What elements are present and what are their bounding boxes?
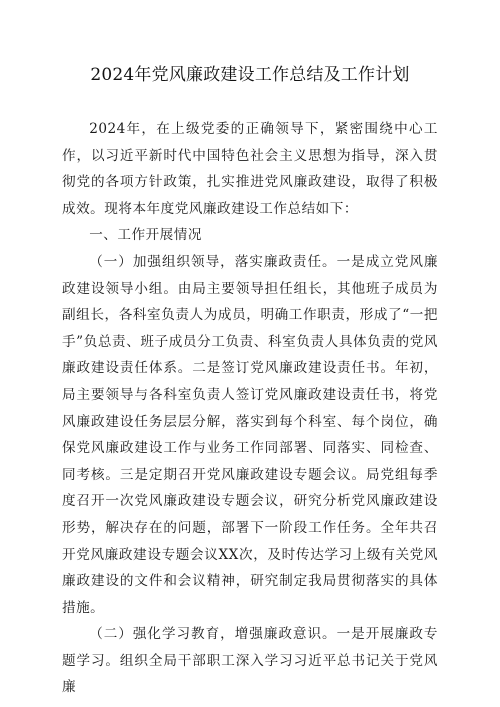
document-body bbox=[62, 116, 438, 701]
section-heading: 一、工作开展情况 bbox=[89, 227, 202, 244]
document-title: 2024年党风廉政建设工作总结及工作计划 bbox=[90, 65, 410, 85]
paragraph-education: （二）强化学习教育，增强廉政意识。一是开展廉政专题学习。组织全局干部职工深入学习习近平总书记关于党风廉 bbox=[62, 626, 438, 696]
intro-paragraph: 2024年，在上级党委的正确领导下，紧密围绕中心工作，以习近平新时代中国特色社会主义思想为指导，深入贯彻党的各项方针政策，扎实推进党风廉政建设，取得了积极成效。现将本年度党风廉政建设工作总结如下： bbox=[62, 121, 438, 217]
paragraph-organization: （一）加强组织领导，落实廉政责任。一是成立党风廉政建设领导小组。由局主要领导担任组长，其他班子成员为副组长，各科室负责人为成员，明确工作职责，形成了“一把手”负总责、班子成员分工负责、科室负责人具体负责的党风廉政建设责任体系。二是签订党风廉政建设责任书。年初，局主要领导与各科室负责人签订党风廉政建设责任书，将党风廉政建设任务层层分解，落实到每个科室、每个岗位，确保党风廉政建设工作与业务工作同部署、同落实、同检查、同考核。三是定期召开党风廉政建设专题会议。局党组每季度召开一次党风廉政建设专题会议，研究分析党风廉政建设形势，解决存在的问题，部署下一阶段工作任务。全年共召开党风廉政建设专题会议XX次，及时传达学习上级有关党风廉政建设的文件和会议精神，研究制定我局贯彻落实的具体措施。 bbox=[62, 253, 438, 616]
